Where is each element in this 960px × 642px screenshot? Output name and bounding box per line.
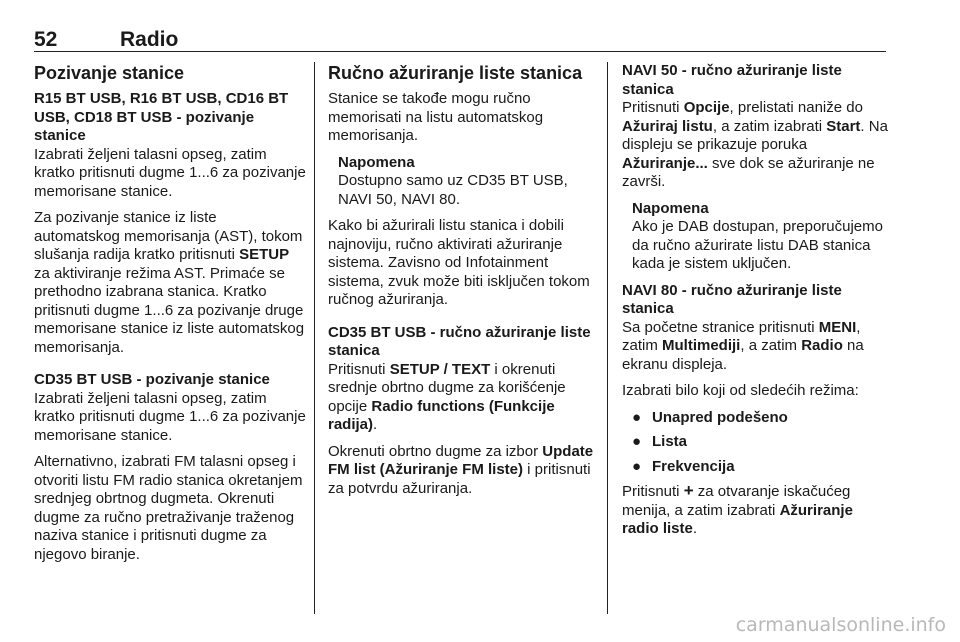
- heading-rucno-azuriranje: Ručno ažuriranje liste stanica: [328, 63, 583, 83]
- list-item: ● Frekvencija: [632, 457, 735, 475]
- paragraph: Izabrati željeni talasni opseg, zatim kratko pritisnuti dugme 1...6 za pozivanje memorisane stanice.: [34, 145, 306, 200]
- paragraph: Okrenuti obrtno dugme za izbor Update FM list (Ažuriranje FM liste) i pritisnuti za potvrdu ažuriranja.: [328, 442, 594, 497]
- note-block: [622, 200, 890, 274]
- note-title: Napomena: [338, 153, 415, 171]
- column-1: [34, 62, 306, 572]
- paragraph: Pritisnuti + za otvaranje iskačućeg menija, a zatim izabrati Ažuriranje radio liste.: [622, 481, 853, 537]
- paragraph: Kako bi ažurirali listu stanica i dobili najnoviju, ručno aktivirati ažuriranje sistema. Zavisno od Infotainment sistema, zvuk može biti isključen tokom ručnog ažuriranja.: [328, 217, 590, 308]
- subheading-cd35-pozivanje: CD35 BT USB - pozivanje stanice: [34, 371, 270, 388]
- subheading-navi80: NAVI 80 - ručno ažuriranje liste stanica: [622, 281, 842, 317]
- note-block: [328, 154, 596, 210]
- mode-list: [622, 409, 890, 477]
- column-2: [328, 62, 596, 506]
- paragraph: Za pozivanje stanice iz liste automatskog memorisanja (AST), tokom slušanja radija kratko pritisnuti SETUP za aktiviranje režima AST. Primaće se prethodno izabrana stanica. Kratko pritisnuti dugme 1...6 za pozivanje druge memorisane stanice iz liste automatskog memorisanja.: [34, 209, 305, 356]
- bullet-icon: ●: [632, 433, 642, 450]
- column-3: [622, 62, 890, 547]
- subheading-navi50: NAVI 50 - ručno ažuriranje liste stanica: [622, 62, 842, 98]
- note-title: Napomena: [632, 199, 709, 217]
- list-item: ● Unapred podešeno: [632, 408, 788, 426]
- paragraph: Pritisnuti Opcije, prelistati naniže do Ažuriraj listu, a zatim izabrati Start. Na displeju se prikazuje poruka Ažuriranje... sve dok se ažuriranje ne završi.: [622, 99, 888, 190]
- paragraph: Pritisnuti SETUP / TEXT i okrenuti srednje obrtno dugme za korišćenje opcije Radio functions (Funkcije radija).: [328, 360, 566, 433]
- subheading-cd35-azuriranje: CD35 BT USB - ručno ažuriranje liste stanica: [328, 323, 591, 359]
- setup-keyword: SETUP: [239, 246, 290, 263]
- note-text: Dostupno samo uz CD35 BT USB, NAVI 50, NAVI 80.: [338, 172, 568, 208]
- plus-icon: +: [683, 481, 694, 500]
- paragraph: Sa početne stranice pritisnuti MENI, zatim Multimediji, a zatim Radio na ekranu displeja.: [622, 318, 864, 373]
- paragraph: Izabrati željeni talasni opseg, zatim kratko pritisnuti dugme 1...6 za pozivanje memorisane stanice.: [34, 389, 306, 444]
- column-divider-2: [607, 62, 608, 614]
- column-divider-1: [314, 62, 315, 614]
- section-title: Radio: [120, 28, 179, 51]
- list-item: ● Lista: [632, 433, 688, 450]
- paragraph: Stanice se takođe mogu ručno memorisati na listu automatskog memorisanja.: [328, 90, 544, 144]
- note-text: Ako je DAB dostupan, preporučujemo da ručno ažurirate listu DAB stanica kada je sistem uključen.: [632, 218, 883, 272]
- paragraph: Izabrati bilo koji od sledećih režima:: [622, 382, 859, 399]
- bullet-icon: ●: [632, 457, 642, 475]
- page-header: [34, 22, 886, 52]
- header-rule: [34, 51, 886, 52]
- bullet-icon: ●: [632, 408, 642, 426]
- heading-pozivanje-stanice: Pozivanje stanice: [34, 63, 185, 83]
- watermark: carmanualsonline.info: [735, 614, 946, 636]
- paragraph: Alternativno, izabrati FM talasni opseg i otvoriti listu FM radio stanica okretanjem srednjeg obrtnog dugmeta. Okrenuti dugme za ručno pretraživanje traženog naziva stanice i pritisnuti dugme za njegovo biranje.: [34, 453, 303, 563]
- subheading-r15-cd18: R15 BT USB, R16 BT USB, CD16 BT USB, CD18 BT USB - pozivanje stanice: [34, 90, 289, 144]
- page-number: 52: [34, 28, 58, 51]
